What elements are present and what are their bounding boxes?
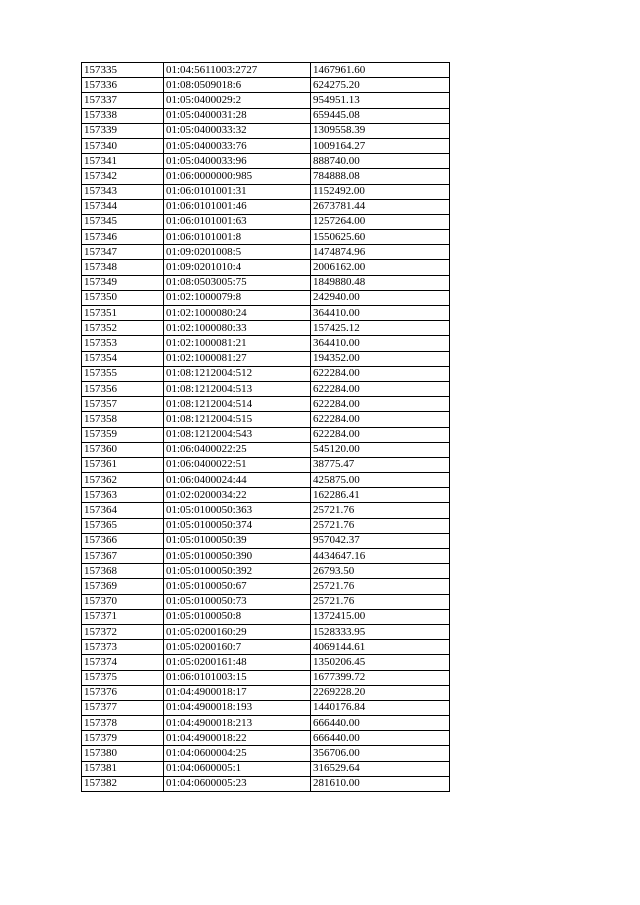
cadastral-number-cell: 01:08:1212004:513	[164, 381, 311, 396]
cadastral-number-cell: 01:09:0201008:5	[164, 245, 311, 260]
row-number-cell: 157369	[82, 579, 164, 594]
row-number-cell: 157382	[82, 776, 164, 791]
table-row	[82, 230, 450, 245]
table-row	[82, 260, 450, 275]
row-number-cell: 157341	[82, 154, 164, 169]
row-number-cell: 157363	[82, 488, 164, 503]
value-cell: 666440.00	[311, 731, 450, 746]
value-cell: 1467961.60	[311, 63, 450, 78]
table-row	[82, 761, 450, 776]
row-number-cell: 157378	[82, 716, 164, 731]
table-row	[82, 154, 450, 169]
value-cell: 545120.00	[311, 442, 450, 457]
table-row	[82, 108, 450, 123]
table-row	[82, 594, 450, 609]
table-row	[82, 685, 450, 700]
table-row	[82, 427, 450, 442]
cadastral-number-cell: 01:05:0200160:7	[164, 640, 311, 655]
value-cell: 38775.47	[311, 457, 450, 472]
value-cell: 364410.00	[311, 306, 450, 321]
cadastral-number-cell: 01:05:0100050:390	[164, 549, 311, 564]
row-number-cell: 157376	[82, 685, 164, 700]
cadastral-number-cell: 01:06:0101001:46	[164, 199, 311, 214]
value-cell: 2673781.44	[311, 199, 450, 214]
table-row	[82, 533, 450, 548]
row-number-cell: 157342	[82, 169, 164, 184]
value-cell: 2269228.20	[311, 685, 450, 700]
value-cell: 1257264.00	[311, 214, 450, 229]
value-cell: 316529.64	[311, 761, 450, 776]
table-row	[82, 609, 450, 624]
table-row	[82, 321, 450, 336]
table-row	[82, 503, 450, 518]
table-row	[82, 716, 450, 731]
cadastral-number-cell: 01:04:4900018:193	[164, 700, 311, 715]
cadastral-number-cell: 01:08:1212004:515	[164, 412, 311, 427]
row-number-cell: 157360	[82, 442, 164, 457]
value-cell: 1677399.72	[311, 670, 450, 685]
table-row	[82, 488, 450, 503]
value-cell: 622284.00	[311, 381, 450, 396]
cadastral-number-cell: 01:05:0400031:28	[164, 108, 311, 123]
cadastral-number-cell: 01:05:0400033:76	[164, 138, 311, 153]
row-number-cell: 157373	[82, 640, 164, 655]
cadastral-number-cell: 01:06:0400024:44	[164, 473, 311, 488]
value-cell: 1550625.60	[311, 230, 450, 245]
table-row	[82, 640, 450, 655]
row-number-cell: 157352	[82, 321, 164, 336]
cadastral-number-cell: 01:05:0400033:32	[164, 123, 311, 138]
value-cell: 622284.00	[311, 366, 450, 381]
row-number-cell: 157338	[82, 108, 164, 123]
value-cell: 194352.00	[311, 351, 450, 366]
cadastral-number-cell: 01:06:0101001:63	[164, 214, 311, 229]
cadastral-number-cell: 01:04:4900018:213	[164, 716, 311, 731]
row-number-cell: 157351	[82, 306, 164, 321]
table-row	[82, 746, 450, 761]
row-number-cell: 157346	[82, 230, 164, 245]
table-row	[82, 731, 450, 746]
row-number-cell: 157370	[82, 594, 164, 609]
cadastral-number-cell: 01:06:0101001:31	[164, 184, 311, 199]
cadastral-number-cell: 01:06:0400022:25	[164, 442, 311, 457]
table-row	[82, 655, 450, 670]
cadastral-number-cell: 01:05:0100050:374	[164, 518, 311, 533]
row-number-cell: 157349	[82, 275, 164, 290]
row-number-cell: 157362	[82, 473, 164, 488]
row-number-cell: 157355	[82, 366, 164, 381]
value-cell: 25721.76	[311, 503, 450, 518]
table-row	[82, 457, 450, 472]
value-cell: 4434647.16	[311, 549, 450, 564]
value-cell: 1849880.48	[311, 275, 450, 290]
row-number-cell: 157344	[82, 199, 164, 214]
cadastral-number-cell: 01:05:0100050:363	[164, 503, 311, 518]
value-cell: 666440.00	[311, 716, 450, 731]
row-number-cell: 157377	[82, 700, 164, 715]
row-number-cell: 157350	[82, 290, 164, 305]
table-row	[82, 351, 450, 366]
value-cell: 1528333.95	[311, 624, 450, 639]
table-row	[82, 579, 450, 594]
cadastral-number-cell: 01:06:0101003:15	[164, 670, 311, 685]
cadastral-number-cell: 01:04:5611003:2727	[164, 63, 311, 78]
value-cell: 1372415.00	[311, 609, 450, 624]
row-number-cell: 157353	[82, 336, 164, 351]
table-row	[82, 199, 450, 214]
cadastral-number-cell: 01:05:0200160:29	[164, 624, 311, 639]
cadastral-number-cell: 01:02:1000080:33	[164, 321, 311, 336]
value-cell: 1309558.39	[311, 123, 450, 138]
value-cell: 1474874.96	[311, 245, 450, 260]
table-row	[82, 336, 450, 351]
table-row	[82, 412, 450, 427]
row-number-cell: 157356	[82, 381, 164, 396]
table-row	[82, 123, 450, 138]
row-number-cell: 157336	[82, 78, 164, 93]
cadastral-number-cell: 01:08:1212004:512	[164, 366, 311, 381]
cadastral-number-cell: 01:05:0400029:2	[164, 93, 311, 108]
value-cell: 25721.76	[311, 518, 450, 533]
cadastral-number-cell: 01:08:1212004:543	[164, 427, 311, 442]
table-row	[82, 776, 450, 791]
cadastral-number-cell: 01:05:0100050:73	[164, 594, 311, 609]
table-row	[82, 63, 450, 78]
table-row	[82, 275, 450, 290]
row-number-cell: 157379	[82, 731, 164, 746]
value-cell: 1440176.84	[311, 700, 450, 715]
row-number-cell: 157335	[82, 63, 164, 78]
row-number-cell: 157380	[82, 746, 164, 761]
value-cell: 784888.08	[311, 169, 450, 184]
row-number-cell: 157375	[82, 670, 164, 685]
table-row	[82, 397, 450, 412]
row-number-cell: 157340	[82, 138, 164, 153]
cadastral-number-cell: 01:05:0100050:392	[164, 564, 311, 579]
cadastral-number-cell: 01:02:1000079:8	[164, 290, 311, 305]
table-row	[82, 564, 450, 579]
table-row	[82, 214, 450, 229]
table-body	[82, 63, 450, 792]
cadastral-number-cell: 01:04:0600004:25	[164, 746, 311, 761]
row-number-cell: 157364	[82, 503, 164, 518]
value-cell: 25721.76	[311, 579, 450, 594]
cadastral-number-cell: 01:04:4900018:17	[164, 685, 311, 700]
value-cell: 4069144.61	[311, 640, 450, 655]
row-number-cell: 157357	[82, 397, 164, 412]
cadastral-number-cell: 01:08:0503005:75	[164, 275, 311, 290]
cadastral-number-cell: 01:02:0200034:22	[164, 488, 311, 503]
value-cell: 1009164.27	[311, 138, 450, 153]
cadastral-number-cell: 01:08:1212004:514	[164, 397, 311, 412]
row-number-cell: 157366	[82, 533, 164, 548]
row-number-cell: 157337	[82, 93, 164, 108]
table-row	[82, 169, 450, 184]
table-row	[82, 93, 450, 108]
table-row	[82, 473, 450, 488]
row-number-cell: 157381	[82, 761, 164, 776]
table-row	[82, 624, 450, 639]
table-row	[82, 78, 450, 93]
cadastral-number-cell: 01:02:1000081:27	[164, 351, 311, 366]
value-cell: 242940.00	[311, 290, 450, 305]
row-number-cell: 157359	[82, 427, 164, 442]
table-row	[82, 381, 450, 396]
table-row	[82, 549, 450, 564]
value-cell: 157425.12	[311, 321, 450, 336]
row-number-cell: 157358	[82, 412, 164, 427]
cadastral-number-cell: 01:05:0400033:96	[164, 154, 311, 169]
row-number-cell: 157354	[82, 351, 164, 366]
cadastral-number-cell: 01:05:0200161:48	[164, 655, 311, 670]
row-number-cell: 157374	[82, 655, 164, 670]
cadastral-number-cell: 01:02:1000081:21	[164, 336, 311, 351]
table-row	[82, 138, 450, 153]
table-row	[82, 366, 450, 381]
value-cell: 2006162.00	[311, 260, 450, 275]
cadastral-number-cell: 01:04:0600005:23	[164, 776, 311, 791]
row-number-cell: 157361	[82, 457, 164, 472]
row-number-cell: 157343	[82, 184, 164, 199]
value-cell: 281610.00	[311, 776, 450, 791]
table-row	[82, 518, 450, 533]
value-cell: 622284.00	[311, 427, 450, 442]
table-row	[82, 306, 450, 321]
table-row	[82, 290, 450, 305]
table-row	[82, 245, 450, 260]
value-cell: 957042.37	[311, 533, 450, 548]
row-number-cell: 157367	[82, 549, 164, 564]
table-row	[82, 442, 450, 457]
row-number-cell: 157345	[82, 214, 164, 229]
value-cell: 162286.41	[311, 488, 450, 503]
cadastral-number-cell: 01:02:1000080:24	[164, 306, 311, 321]
value-cell: 1350206.45	[311, 655, 450, 670]
value-cell: 954951.13	[311, 93, 450, 108]
value-cell: 425875.00	[311, 473, 450, 488]
cadastral-number-cell: 01:06:0000000:985	[164, 169, 311, 184]
cadastral-number-cell: 01:09:0201010:4	[164, 260, 311, 275]
value-cell: 26793.50	[311, 564, 450, 579]
row-number-cell: 157347	[82, 245, 164, 260]
cadastral-number-cell: 01:08:0509018:6	[164, 78, 311, 93]
table-row	[82, 700, 450, 715]
cadastral-number-cell: 01:05:0100050:39	[164, 533, 311, 548]
value-cell: 356706.00	[311, 746, 450, 761]
data-table	[81, 62, 450, 792]
value-cell: 1152492.00	[311, 184, 450, 199]
value-cell: 622284.00	[311, 412, 450, 427]
row-number-cell: 157365	[82, 518, 164, 533]
cadastral-number-cell: 01:04:0600005:1	[164, 761, 311, 776]
cadastral-number-cell: 01:06:0400022:51	[164, 457, 311, 472]
row-number-cell: 157372	[82, 624, 164, 639]
value-cell: 25721.76	[311, 594, 450, 609]
cadastral-number-cell: 01:06:0101001:8	[164, 230, 311, 245]
cadastral-number-cell: 01:04:4900018:22	[164, 731, 311, 746]
value-cell: 364410.00	[311, 336, 450, 351]
table-row	[82, 184, 450, 199]
row-number-cell: 157339	[82, 123, 164, 138]
row-number-cell: 157371	[82, 609, 164, 624]
cadastral-number-cell: 01:05:0100050:8	[164, 609, 311, 624]
table-row	[82, 670, 450, 685]
value-cell: 624275.20	[311, 78, 450, 93]
value-cell: 659445.08	[311, 108, 450, 123]
value-cell: 888740.00	[311, 154, 450, 169]
row-number-cell: 157348	[82, 260, 164, 275]
value-cell: 622284.00	[311, 397, 450, 412]
row-number-cell: 157368	[82, 564, 164, 579]
cadastral-number-cell: 01:05:0100050:67	[164, 579, 311, 594]
